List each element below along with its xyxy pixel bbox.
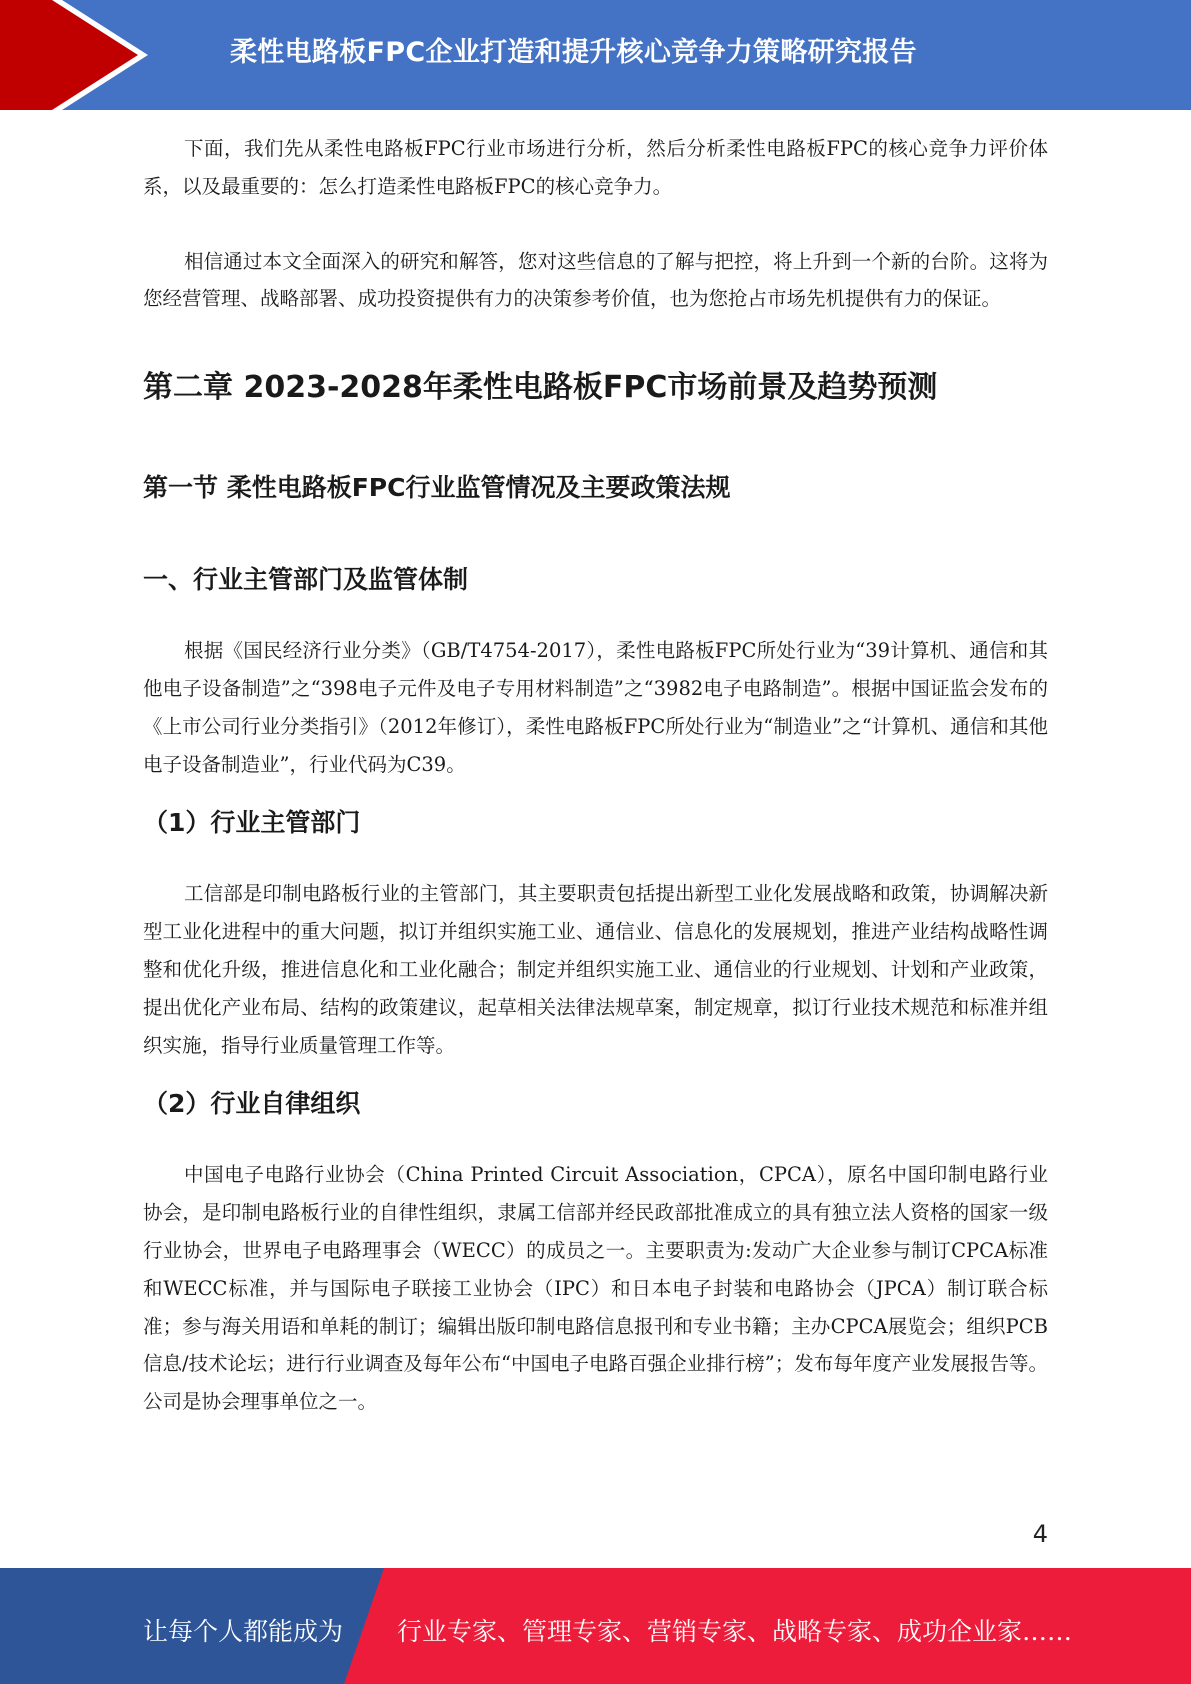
subsection-paragraph: 根据《国民经济行业分类》（GB/T4754-2017），柔性电路板FPC所处行业为“39计算机、通信和其他电子设备制造”之“398电子元件及电子专用材料制造”之“3982电子电路制造”。根据中国证监会发布的《上市公司行业分类指引》（2012年修订），柔性电路板FPC所处行业为“制造业”之“计算机、通信和其他电子设备制造业”，行业代码为C39。 <box>143 639 1048 776</box>
header-title: 柔性电路板FPC企业打造和提升核心竞争力策略研究报告 <box>230 37 917 68</box>
page-number: 4 <box>1032 1520 1048 1548</box>
subsection-title: 一、行业主管部门及监管体制 <box>143 565 469 595</box>
intro-paragraph-1: 下面，我们先从柔性电路板FPC行业市场进行分析，然后分析柔性电路板FPC的核心竞争力评价体系，以及最重要的：怎么打造柔性电路板FPC的核心竞争力。 <box>143 137 1048 198</box>
page-footer <box>0 1568 1191 1684</box>
footer-slogan-right: 行业专家、管理专家、营销专家、战略专家、成功企业家…… <box>397 1617 1073 1646</box>
item-2-title: （2）行业自律组织 <box>143 1089 361 1119</box>
item-1-title: （1）行业主管部门 <box>143 808 361 838</box>
section-title: 第一节 柔性电路板FPC行业监管情况及主要政策法规 <box>143 473 731 503</box>
intro-paragraph-2: 相信通过本文全面深入的研究和解答，您对这些信息的了解与把控，将上升到一个新的台阶。这将为您经营管理、战略部署、成功投资提供有力的决策参考价值，也为您抢占市场先机提供有力的保证。 <box>143 249 1048 311</box>
document-body <box>143 130 1048 1421</box>
footer-slogan-left: 让每个人都能成为 <box>143 1617 344 1646</box>
item-2-paragraph: 中国电子电路行业协会（China Printed Circuit Association，CPCA），原名中国印制电路行业协会，是印制电路板行业的自律性组织，隶属工信部并经民政部批准成立的具有独立法人资格的国家一级行业协会，世界电子电路理事会（WECC）的成员之一。主要职责为:发动广大企业参与制订CPCA标准和WECC标准，并与国际电子联接工业协会（IPC）和日本电子封装和电路协会（JPCA）制订联合标准；参与海关用语和单耗的制订；编辑出版印制电路信息报刊和专业书籍；主办CPCA展览会；组织PCB信息/技术论坛；进行行业调查及每年公布“中国电子电路百强企业排行榜”；发布每年度产业发展报告等。公司是协会理事单位之一。 <box>143 1163 1048 1414</box>
chapter-title: 第二章 2023-2028年柔性电路板FPC市场前景及趋势预测 <box>143 370 938 406</box>
item-1-paragraph: 工信部是印制电路板行业的主管部门，其主要职责包括提出新型工业化发展战略和政策，协调解决新型工业化进程中的重大问题，拟订并组织实施工业、通信业、信息化的发展规划，推进产业结构战略性调整和优化升级，推进信息化和工业化融合；制定并组织实施工业、通信业的行业规划、计划和产业政策，提出优化产业布局、结构的政策建议，起草相关法律法规草案，制定规章，拟订行业技术规范和标准并组织实施，指导行业质量管理工作等。 <box>143 882 1048 1057</box>
page-header <box>0 0 1191 110</box>
